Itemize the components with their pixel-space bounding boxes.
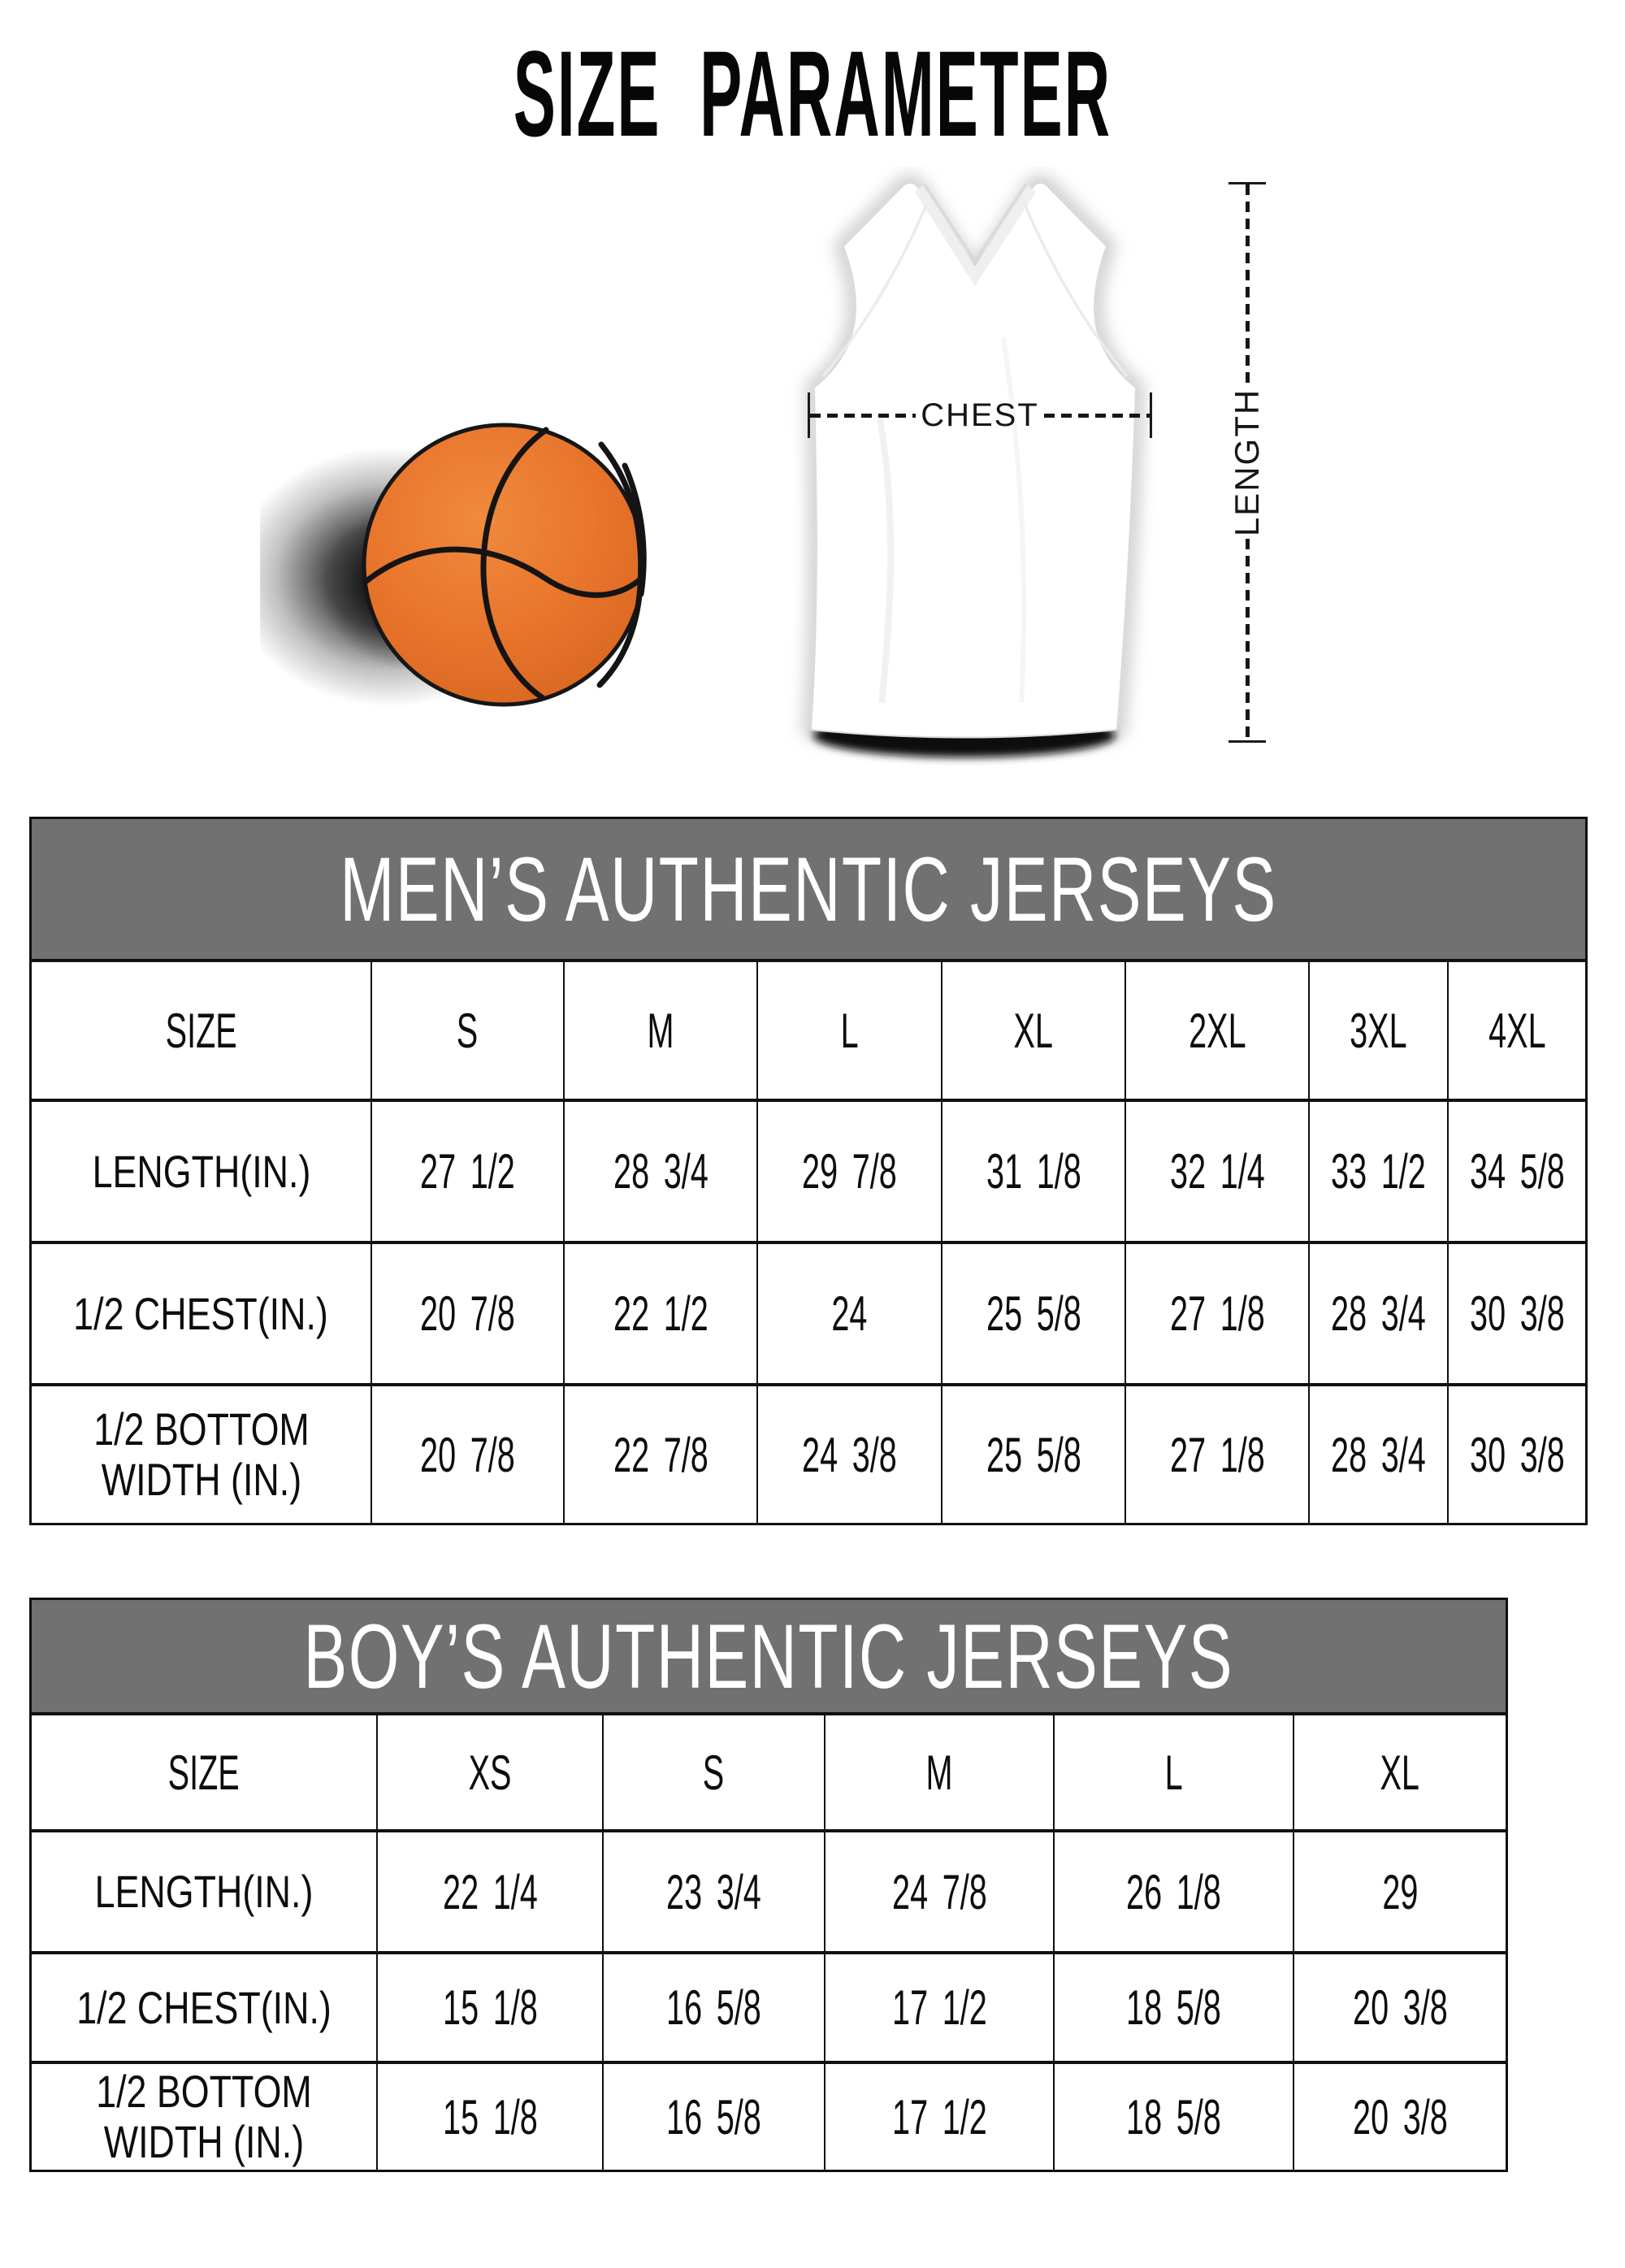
boys-size-header-cell: SIZE — [32, 1715, 376, 1829]
value-cell: 30 3/8 — [1449, 1244, 1585, 1383]
value-cell: 24 3/8 — [758, 1386, 941, 1523]
boys-table-title: BOY’S AUTHENTIC JERSEYS — [32, 1600, 1506, 1712]
value-cell: 18 5/8 — [1055, 1954, 1293, 2061]
value-cell: 15 1/8 — [378, 2064, 602, 2170]
boys-col-xl: XL — [1294, 1715, 1506, 1829]
boys-col-l: L — [1055, 1715, 1293, 1829]
dashed-line — [1044, 414, 1150, 418]
mens-table-title: MEN’S AUTHENTIC JERSEYS — [32, 819, 1585, 959]
value-cell: 24 7/8 — [826, 1832, 1053, 1951]
boys-size-table — [29, 1598, 1508, 2172]
mens-row-label-length: LENGTH(IN.) — [32, 1102, 370, 1241]
mens-col-m: M — [565, 962, 756, 1099]
mens-col-xl: XL — [942, 962, 1124, 1099]
value-cell: 22 7/8 — [565, 1386, 756, 1523]
value-cell: 20 3/8 — [1294, 1954, 1506, 2061]
value-cell: 22 1/4 — [378, 1832, 602, 1951]
boys-col-m: M — [826, 1715, 1053, 1829]
value-cell: 32 1/4 — [1126, 1102, 1308, 1241]
value-cell: 20 7/8 — [372, 1386, 563, 1523]
value-cell: 29 — [1294, 1832, 1506, 1951]
chest-measure-line — [808, 392, 1152, 439]
value-cell: 28 3/4 — [565, 1102, 756, 1241]
mens-row-label-chest: 1/2 CHEST(IN.) — [32, 1244, 370, 1383]
value-cell: 29 7/8 — [758, 1102, 941, 1241]
mens-col-4xl: 4XL — [1449, 962, 1585, 1099]
chest-label: CHEST — [921, 397, 1039, 433]
boys-row-label-length: LENGTH(IN.) — [32, 1832, 376, 1951]
basketball-ball — [364, 425, 644, 705]
boys-row-label-bottom-width: 1/2 BOTTOM WIDTH (IN.) — [32, 2064, 376, 2170]
dashed-line — [810, 414, 916, 418]
mens-col-3xl: 3XL — [1310, 962, 1447, 1099]
dashed-line — [1246, 184, 1250, 386]
boys-col-s: S — [604, 1715, 824, 1829]
value-cell: 22 1/2 — [565, 1244, 756, 1383]
length-label: LENGTH — [1228, 388, 1267, 537]
page-title-text: SIZE PARAMETER — [513, 25, 1112, 162]
size-diagram — [0, 0, 1625, 796]
value-cell: 26 1/8 — [1055, 1832, 1293, 1951]
value-cell: 17 1/2 — [826, 1954, 1053, 2061]
length-measure-line — [1224, 182, 1271, 743]
value-cell: 28 3/4 — [1310, 1386, 1447, 1523]
boys-row-label-chest: 1/2 CHEST(IN.) — [32, 1954, 376, 2061]
value-cell: 25 5/8 — [942, 1386, 1124, 1523]
value-cell: 17 1/2 — [826, 2064, 1053, 2170]
mens-row-label-bottom-width: 1/2 BOTTOM WIDTH (IN.) — [32, 1386, 370, 1523]
value-cell: 27 1/8 — [1126, 1244, 1308, 1383]
value-cell: 24 — [758, 1244, 941, 1383]
measure-end-tick — [1150, 392, 1152, 438]
mens-col-s: S — [372, 962, 563, 1099]
value-cell: 20 7/8 — [372, 1244, 563, 1383]
value-cell: 16 5/8 — [604, 1954, 824, 2061]
basketball-image — [260, 378, 682, 735]
value-cell: 34 5/8 — [1449, 1102, 1585, 1241]
jersey-image — [760, 167, 1190, 768]
mens-size-table — [29, 817, 1588, 1525]
value-cell: 25 5/8 — [942, 1244, 1124, 1383]
value-cell: 31 1/8 — [942, 1102, 1124, 1241]
mens-col-2xl: 2XL — [1126, 962, 1308, 1099]
value-cell: 30 3/8 — [1449, 1386, 1585, 1523]
mens-size-header-cell: SIZE — [32, 962, 370, 1099]
mens-col-l: L — [758, 962, 941, 1099]
value-cell: 18 5/8 — [1055, 2064, 1293, 2170]
value-cell: 15 1/8 — [378, 1954, 602, 2061]
dashed-line — [1246, 539, 1250, 740]
value-cell: 23 3/4 — [604, 1832, 824, 1951]
value-cell: 27 1/2 — [372, 1102, 563, 1241]
value-cell: 27 1/8 — [1126, 1386, 1308, 1523]
value-cell: 33 1/2 — [1310, 1102, 1447, 1241]
boys-col-xs: XS — [378, 1715, 602, 1829]
value-cell: 28 3/4 — [1310, 1244, 1447, 1383]
length-label-box — [1168, 386, 1326, 539]
value-cell: 16 5/8 — [604, 2064, 824, 2170]
measure-end-tick — [1228, 740, 1266, 743]
value-cell: 20 3/8 — [1294, 2064, 1506, 2170]
